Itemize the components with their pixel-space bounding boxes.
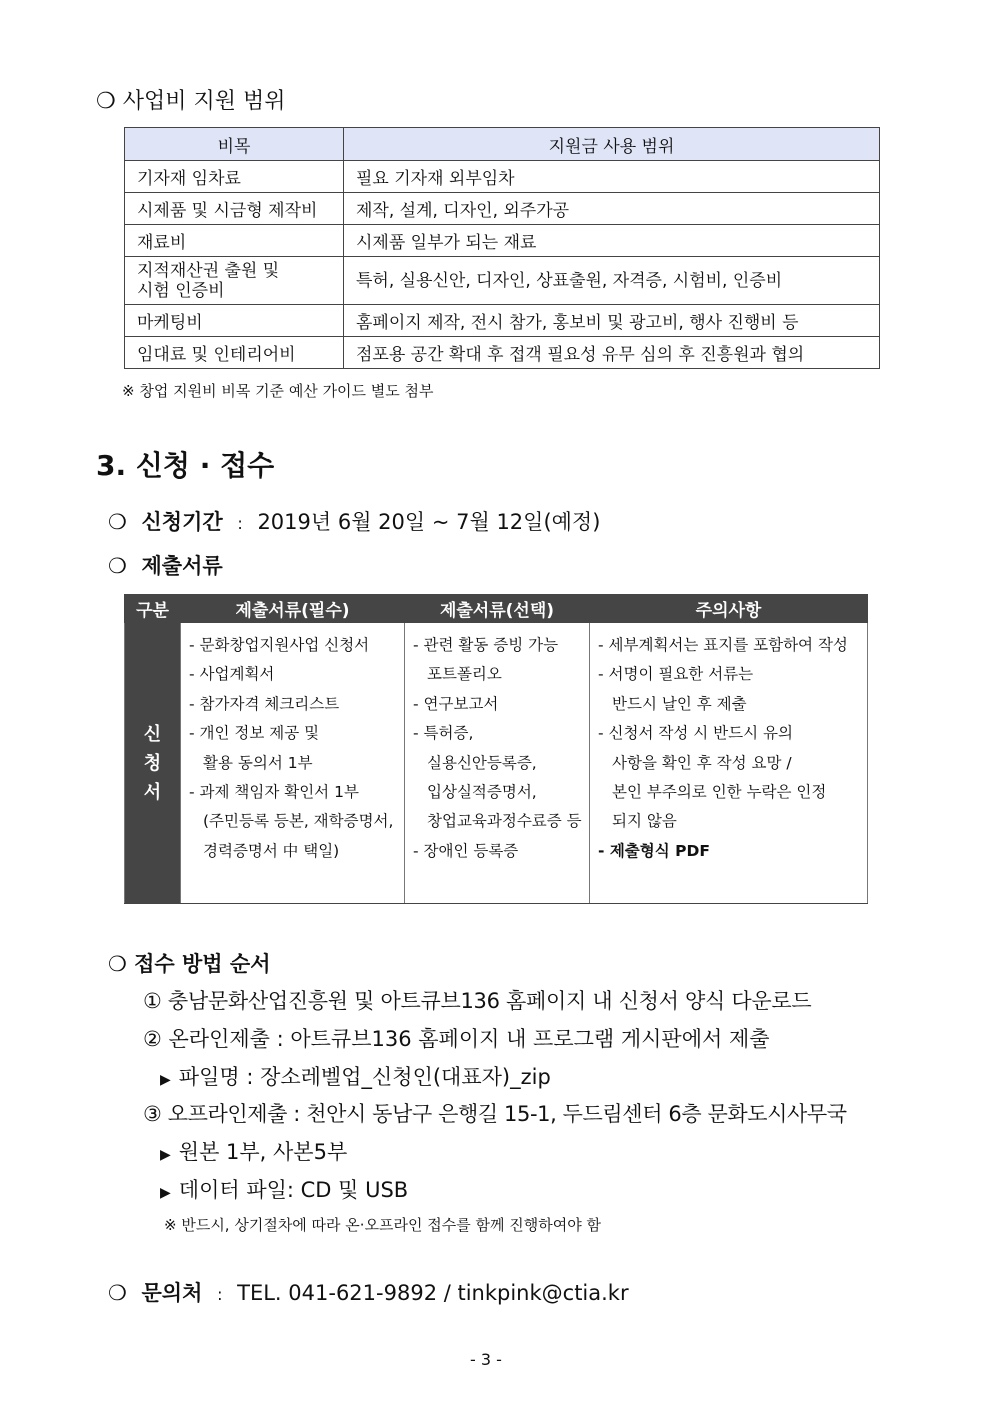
table-header-row <box>125 128 880 161</box>
budget-scope: 제작, 설계, 디자인, 외주가공 <box>344 193 880 225</box>
triangle-right-icon: ▶ <box>160 1072 171 1088</box>
budget-item: 재료비 <box>125 225 344 257</box>
budget-scope: 홈페이지 제작, 전시 참가, 홍보비 및 광고비, 행사 진행비 등 <box>344 305 880 337</box>
file-name-text: 파일명 : 장소레벨업_신청인(대표자)_zip <box>178 1065 551 1089</box>
table-row <box>125 337 880 369</box>
period-label: 신청기간 <box>141 510 223 534</box>
optional-docs-cell <box>405 623 590 904</box>
header-scope: 지원금 사용 범위 <box>344 128 880 161</box>
list-item: 사항을 확인 후 작성 요망 / <box>612 753 792 772</box>
budget-item-line: 시험 인증비 <box>137 280 225 301</box>
budget-item: 임대료 및 인테리어비 <box>125 337 344 369</box>
table-row <box>125 161 880 193</box>
list-item: 입상실적증명서, <box>427 783 537 802</box>
application-period <box>108 506 600 536</box>
contact-line <box>108 1277 629 1307</box>
header-optional: 제출서류(선택) <box>405 595 590 623</box>
method-step-2: ② 온라인제출 : 아트큐브136 홈페이지 내 프로그램 게시판에서 제출 <box>143 1027 770 1051</box>
budget-scope-table <box>124 127 880 369</box>
list-item: - 사업계획서 <box>189 665 275 684</box>
method-heading: ❍ 접수 방법 순서 <box>108 952 271 976</box>
method-note: ※ 반드시, 상기절차에 따라 온·오프라인 접수를 함께 진행하여야 함 <box>164 1216 601 1234</box>
list-item: 실용신안등록증, <box>427 753 537 772</box>
category-char: 서 <box>143 781 162 803</box>
budget-scope: 필요 기자재 외부임차 <box>344 161 880 193</box>
list-item: (주민등록 등본, 재학증명서, <box>203 812 394 831</box>
list-item: - 관련 활동 증빙 가능 <box>413 636 559 654</box>
page-number: - 3 - <box>470 1350 502 1369</box>
budget-item: 마케팅비 <box>125 305 344 337</box>
list-item: - 참가자격 체크리스트 <box>189 694 340 713</box>
contact-separator: : <box>217 1285 223 1304</box>
list-item: - 서명이 필요한 서류는 <box>598 665 754 684</box>
budget-item: 기자재 임차료 <box>125 161 344 193</box>
copies-text: 원본 1부, 사본5부 <box>178 1140 348 1164</box>
header-required: 제출서류(필수) <box>181 595 405 623</box>
budget-item <box>125 257 344 305</box>
list-item: 창업교육과정수료증 등 <box>427 812 582 831</box>
list-item: 반드시 날인 후 제출 <box>612 694 747 713</box>
table-header-row <box>125 595 868 623</box>
budget-scope: 시제품 일부가 되는 재료 <box>344 225 880 257</box>
list-item: - 과제 책임자 확인서 1부 <box>189 783 359 802</box>
list-item: 본인 부주의로 인한 누락은 인정 <box>612 783 827 802</box>
method-step-1: ① 충남문화산업진흥원 및 아트큐브136 홈페이지 내 신청서 양식 다운로드 <box>143 989 812 1013</box>
list-item: - 연구보고서 <box>413 694 499 713</box>
category-char: 청 <box>143 752 162 774</box>
list-item: - 특허증, <box>413 724 474 743</box>
list-item: - 장애인 등록증 <box>413 841 519 860</box>
header-notes: 주의사항 <box>590 595 868 623</box>
list-item: 포트폴리오 <box>427 665 502 684</box>
header-category: 구분 <box>125 595 181 623</box>
data-file-text: 데이터 파일: CD 및 USB <box>178 1178 409 1202</box>
category-char: 신 <box>143 723 162 745</box>
bullet-icon: ❍ <box>108 1281 127 1305</box>
period-separator: : <box>237 514 243 533</box>
list-item: 경력증명서 中 택일) <box>203 841 340 860</box>
period-value: 2019년 6월 20일 ~ 7월 12일(예정) <box>257 510 601 534</box>
method-step-3: ③ 오프라인제출 : 천안시 동남구 은행길 15-1, 두드림센터 6층 문화도시사무국 <box>143 1102 847 1126</box>
table-row <box>125 225 880 257</box>
header-item: 비목 <box>125 128 344 161</box>
bullet-icon: ❍ <box>108 510 127 534</box>
category-cell <box>125 623 181 904</box>
budget-scope-heading: ❍ 사업비 지원 범위 <box>96 89 286 114</box>
list-item: - 개인 정보 제공 및 <box>189 724 320 743</box>
list-item: 활용 동의서 1부 <box>203 753 313 772</box>
budget-scope: 점포용 공간 확대 후 접객 필요성 유무 심의 후 진흥원과 협의 <box>344 337 880 369</box>
budget-item: 시제품 및 시금형 제작비 <box>125 193 344 225</box>
table-row <box>125 623 868 904</box>
notes-cell <box>590 623 868 904</box>
budget-item-line: 지적재산권 출원 및 <box>137 260 280 281</box>
contact-value: TEL. 041-621-9892 / tinkpink@ctia.kr <box>237 1281 629 1305</box>
triangle-right-icon: ▶ <box>160 1147 171 1163</box>
triangle-right-icon: ▶ <box>160 1185 171 1201</box>
method-step-2-sub <box>160 1061 551 1091</box>
method-step-3-sub <box>160 1136 347 1166</box>
table-row <box>125 257 880 305</box>
list-item: - 신청서 작성 시 반드시 유의 <box>598 724 793 743</box>
list-item: 되지 않음 <box>612 812 677 831</box>
table-row <box>125 193 880 225</box>
list-item: - 제출형식 PDF <box>598 841 710 860</box>
list-item: - 세부계획서는 표지를 포함하여 작성 <box>598 636 848 654</box>
method-step-3-sub <box>160 1174 408 1204</box>
documents-label: 제출서류 <box>141 554 223 578</box>
bullet-icon: ❍ <box>108 554 127 578</box>
budget-note: ※ 창업 지원비 비목 기준 예산 가이드 별도 첨부 <box>122 382 434 400</box>
budget-scope: 특허, 실용신안, 디자인, 상표출원, 자격증, 시험비, 인증비 <box>344 257 880 305</box>
list-item: - 문화창업지원사업 신청서 <box>189 636 370 654</box>
table-row <box>125 305 880 337</box>
section-title: 3. 신청 · 접수 <box>96 449 275 482</box>
documents-heading <box>108 550 223 580</box>
required-docs-cell <box>181 623 405 904</box>
documents-table <box>124 594 868 904</box>
contact-label: 문의처 <box>141 1281 203 1305</box>
